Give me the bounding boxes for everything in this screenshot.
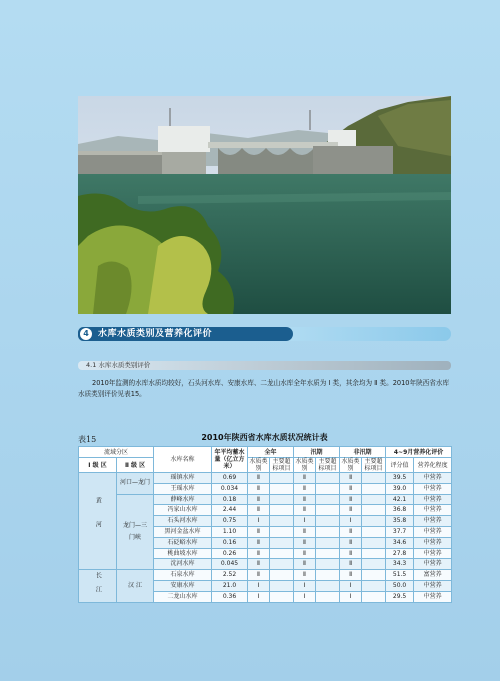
reservoir-name: 沈河水库 [154, 559, 212, 570]
reservoir-name: 石头河水库 [154, 516, 212, 527]
nonflood-class: Ⅱ [340, 494, 362, 505]
header-eutro: 4~9月营养化评价 [386, 447, 452, 458]
reservoir-name: 薛峰水库 [154, 494, 212, 505]
flood-class: Ⅱ [294, 505, 316, 516]
level2-cell: 龙门—三门峡 [117, 494, 154, 570]
flood-class: Ⅱ [294, 483, 316, 494]
nonflood-class: Ⅰ [340, 591, 362, 602]
reservoir-name: 瑶镇水库 [154, 473, 212, 484]
flood-class: Ⅰ [294, 591, 316, 602]
level1-cell: 黄河 [79, 473, 117, 570]
reservoir-name: 石泉水库 [154, 570, 212, 581]
table-row [79, 473, 452, 484]
degree-value: 中营养 [414, 483, 452, 494]
score-value: 50.0 [386, 580, 414, 591]
table-body [79, 473, 452, 603]
flood-class: Ⅱ [294, 526, 316, 537]
table-label: 表15 [78, 435, 97, 444]
subsection-title: 4.1 水库水质类别评价 [86, 361, 151, 369]
storage-value: 2.44 [212, 505, 248, 516]
reservoir-quality-table [78, 446, 452, 603]
score-value: 36.8 [386, 505, 414, 516]
nonflood-class: Ⅱ [340, 526, 362, 537]
degree-value: 中营养 [414, 559, 452, 570]
reservoir-name: 王瑶水库 [154, 483, 212, 494]
storage-value: 0.36 [212, 591, 248, 602]
reservoir-name: 冯家山水库 [154, 505, 212, 516]
nonflood-class: Ⅱ [340, 559, 362, 570]
level2-cell: 河口—龙门 [117, 473, 154, 495]
header-degree: 营养化程度 [414, 458, 452, 473]
year-class: Ⅱ [248, 537, 270, 548]
flood-class: Ⅰ [294, 516, 316, 527]
header-level1: Ⅰ 级 区 [79, 458, 117, 473]
year-class: Ⅱ [248, 505, 270, 516]
score-value: 39.0 [386, 483, 414, 494]
nonflood-class: Ⅰ [340, 580, 362, 591]
flood-class: Ⅱ [294, 537, 316, 548]
header-nonflood-class: 水质类别 [341, 458, 360, 472]
degree-value: 中营养 [414, 494, 452, 505]
table-row [79, 494, 452, 505]
degree-value: 中营养 [414, 526, 452, 537]
degree-value: 中营养 [414, 537, 452, 548]
storage-value: 1.10 [212, 526, 248, 537]
reservoir-name: 黑河金盆水库 [154, 526, 212, 537]
flood-class: Ⅱ [294, 494, 316, 505]
level1-cell: 长江 [79, 570, 117, 602]
header-nonflood-over: 主要超标项目 [362, 458, 386, 473]
storage-value: 0.16 [212, 537, 248, 548]
flood-class: Ⅱ [294, 570, 316, 581]
degree-value: 中营养 [414, 505, 452, 516]
flood-class: Ⅱ [294, 559, 316, 570]
storage-value: 0.18 [212, 494, 248, 505]
score-value: 42.1 [386, 494, 414, 505]
year-class: Ⅰ [248, 580, 270, 591]
degree-value: 中营养 [414, 591, 452, 602]
score-value: 27.8 [386, 548, 414, 559]
flood-class: Ⅰ [294, 580, 316, 591]
body-paragraph [78, 378, 452, 400]
header-flood: 汛期 [294, 447, 340, 458]
storage-value: 0.26 [212, 548, 248, 559]
year-class: Ⅰ [248, 591, 270, 602]
nonflood-class: Ⅱ [340, 537, 362, 548]
year-class: Ⅱ [248, 473, 270, 484]
header-nonflood: 非汛期 [340, 447, 386, 458]
year-class: Ⅱ [248, 570, 270, 581]
year-class: Ⅱ [248, 483, 270, 494]
section-title: 水库水质类别及营养化评价 [98, 329, 213, 339]
paragraph-text: 2010年监测的水库水质均较好，石头河水库、安康水库、二龙山水库全年水质为 Ⅰ 类，其余均为 Ⅱ 类。2010年陕西省水库水质类别评价见表15。 [78, 379, 450, 398]
header-name: 水库名称 [154, 447, 212, 473]
year-class: Ⅱ [248, 494, 270, 505]
header-score: 评分值 [386, 458, 414, 473]
degree-value: 中营养 [414, 548, 452, 559]
degree-value: 中营养 [414, 580, 452, 591]
header-year-class: 水质类别 [249, 458, 268, 472]
storage-value: 0.75 [212, 516, 248, 527]
year-class: Ⅱ [248, 548, 270, 559]
year-class: Ⅱ [248, 559, 270, 570]
reservoir-name: 石砭峪水库 [154, 537, 212, 548]
nonflood-class: Ⅰ [340, 516, 362, 527]
nonflood-class: Ⅱ [340, 505, 362, 516]
header-basin: 流域分区 [79, 447, 154, 458]
table-title: 2010年陕西省水库水质状况统计表 [201, 433, 328, 442]
score-value: 39.5 [386, 473, 414, 484]
reservoir-name: 安康水库 [154, 580, 212, 591]
storage-value: 21.0 [212, 580, 248, 591]
degree-value: 中营养 [414, 473, 452, 484]
header-flood-over: 主要超标项目 [316, 458, 340, 473]
nonflood-class: Ⅱ [340, 548, 362, 559]
year-class: Ⅱ [248, 526, 270, 537]
storage-value: 2.52 [212, 570, 248, 581]
header-storage: 年平均蓄水量（亿立方米） [212, 447, 248, 473]
score-value: 35.8 [386, 516, 414, 527]
nonflood-class: Ⅱ [340, 483, 362, 494]
dam-reservoir-photo [78, 96, 451, 314]
reservoir-name: 二龙山水库 [154, 591, 212, 602]
reservoir-name: 桃曲坡水库 [154, 548, 212, 559]
level2-cell: 汉 江 [117, 570, 154, 602]
score-value: 37.7 [386, 526, 414, 537]
score-value: 51.5 [386, 570, 414, 581]
score-value: 34.3 [386, 559, 414, 570]
nonflood-class: Ⅱ [340, 473, 362, 484]
header-year: 全年 [248, 447, 294, 458]
degree-value: 富营养 [414, 570, 452, 581]
nonflood-class: Ⅱ [340, 570, 362, 581]
storage-value: 0.034 [212, 483, 248, 494]
section-heading [78, 327, 451, 341]
table-row [79, 570, 452, 581]
flood-class: Ⅱ [294, 473, 316, 484]
header-level2: Ⅱ 级 区 [117, 458, 154, 473]
year-class: Ⅰ [248, 516, 270, 527]
header-year-over: 主要超标项目 [270, 458, 294, 473]
degree-value: 中营养 [414, 516, 452, 527]
header-flood-class: 水质类别 [295, 458, 314, 472]
section-number: 4 [80, 328, 92, 340]
storage-value: 0.045 [212, 559, 248, 570]
subsection-heading [78, 361, 451, 370]
storage-value: 0.69 [212, 473, 248, 484]
score-value: 34.6 [386, 537, 414, 548]
score-value: 29.5 [386, 591, 414, 602]
flood-class: Ⅱ [294, 548, 316, 559]
